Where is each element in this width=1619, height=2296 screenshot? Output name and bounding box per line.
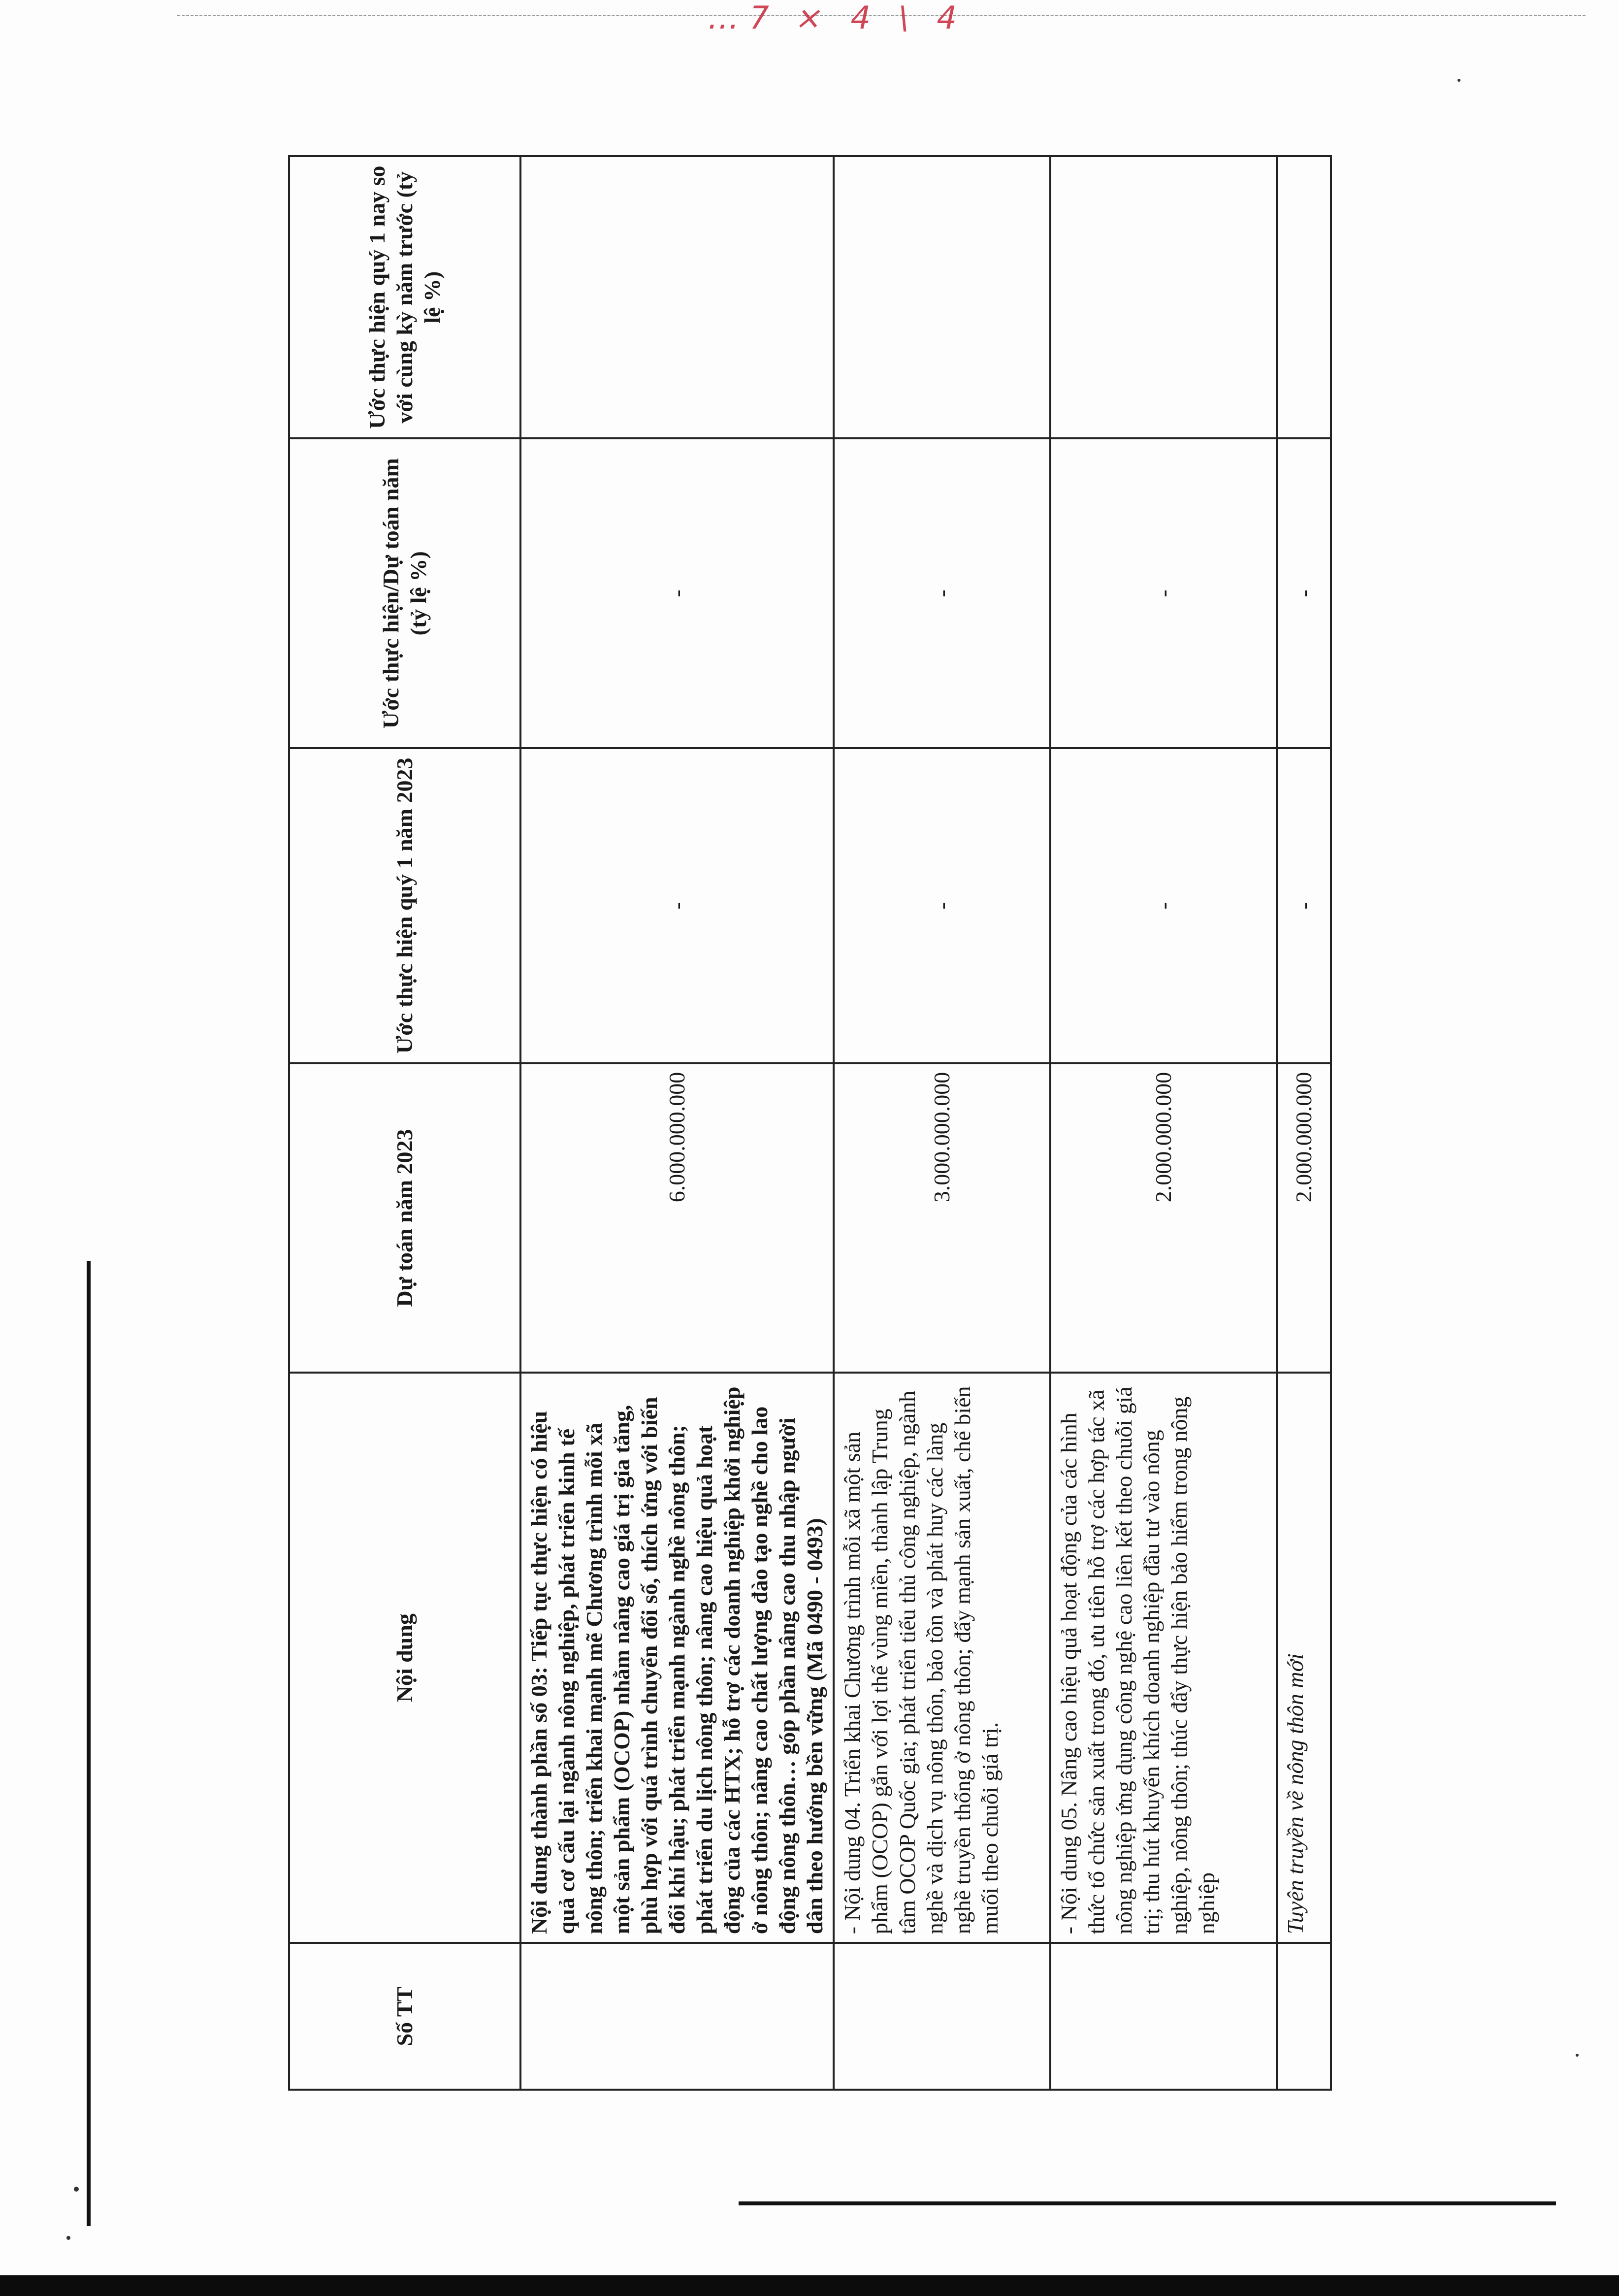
budget-table [288, 155, 1332, 2091]
cell-budget: 2.000.000.000 [1277, 1063, 1331, 1373]
scan-bottom-bar [0, 2275, 1619, 2296]
cell-pct-budget: - [1050, 439, 1277, 749]
cell-q1-estimate: - [520, 748, 834, 1063]
scan-speck [74, 2187, 79, 2192]
scan-speck [1457, 79, 1460, 82]
cell-pct-budget: - [1277, 439, 1331, 749]
table-row [1277, 156, 1331, 2090]
cell-stt [1277, 1943, 1331, 2090]
cell-pct-yoy [1050, 156, 1277, 439]
header-stt: Số TT [289, 1943, 520, 2090]
scan-speck [66, 2236, 70, 2240]
cell-q1-estimate: - [1277, 748, 1331, 1063]
scan-bottom-rule [739, 2201, 1556, 2205]
table-row [520, 156, 834, 2090]
cell-content: - Nội dung 05. Nâng cao hiệu quả hoạt động của các hình thức tổ chức sản xuất trong đó, ưu tiên hỗ trợ các hợp tác xã nông nghiệp ứng dụng công nghệ cao liên kết theo chuỗi giá trị; thu hút khuyến khích doanh nghiệp đầu tư vào nông nghiệp, nông thôn; thúc đẩy thực hiện bảo hiểm trong nông nghiệp [1050, 1373, 1277, 1943]
cell-content: - Nội dung 04. Triển khai Chương trình mỗi xã một sản phẩm (OCOP) gắn với lợi thế vùng miền, thành lập Trung tâm OCOP Quốc gia; phát triển tiểu thủ công nghiệp, ngành nghề và dịch vụ nông thôn, bảo tồn và phát huy các làng nghề truyền thống ở nông thôn; đẩy mạnh sản xuất, chế biến muối theo chuỗi giá trị. [834, 1373, 1050, 1943]
cell-pct-budget: - [834, 439, 1050, 749]
cell-stt [1050, 1943, 1277, 2090]
cell-pct-budget: - [520, 439, 834, 749]
cell-q1-estimate: - [834, 748, 1050, 1063]
scan-speck [1576, 2054, 1579, 2057]
rotated-table-wrapper [288, 155, 1316, 2091]
cell-pct-yoy [520, 156, 834, 439]
header-budget: Dự toán năm 2023 [289, 1063, 520, 1373]
cell-pct-yoy [834, 156, 1050, 439]
header-content: Nội dung [289, 1373, 520, 1943]
cell-budget: 3.000.000.000 [834, 1063, 1050, 1373]
cell-budget: 2.000.000.000 [1050, 1063, 1277, 1373]
table-header-row [289, 156, 520, 2090]
cell-stt [520, 1943, 834, 2090]
table-row [834, 156, 1050, 2090]
cell-pct-yoy [1277, 156, 1331, 439]
cell-content: Tuyên truyền về nông thôn mới [1277, 1373, 1331, 1943]
header-pct-budget: Ước thực hiện/Dự toán năm (tỷ lệ %) [289, 439, 520, 749]
header-q1-estimate: Ước thực hiện quý 1 năm 2023 [289, 748, 520, 1063]
cell-q1-estimate: - [1050, 748, 1277, 1063]
scan-left-rule [87, 1261, 91, 2226]
cell-budget: 6.000.000.000 [520, 1063, 834, 1373]
cell-stt [834, 1943, 1050, 2090]
table-row [1050, 156, 1277, 2090]
header-pct-yoy: Ước thực hiện quý 1 nay so với cùng kỳ năm trước (tỷ lệ %) [289, 156, 520, 439]
handwritten-pen-mark: …7 × 4 \ 4 [704, 0, 970, 36]
cell-content: Nội dung thành phần số 03: Tiếp tục thực hiện có hiệu quả cơ cấu lại ngành nông nghiệp, phát triển kinh tế nông thôn; triển khai mạnh mẽ Chương trình mỗi xã một sản phẩm (OCOP) nhằm nâng cao giá trị gia tăng, phù hợp với quá trình chuyển đổi số, thích ứng với biến đổi khí hậu; phát triển mạnh ngành nghề nông thôn; phát triển du lịch nông thôn; nâng cao hiệu quả hoạt động của các HTX; hỗ trợ các doanh nghiệp khởi nghiệp ở nông thôn; nâng cao chất lượng đào tạo nghề cho lao động nông thôn… góp phần nâng cao thu nhập người dân theo hướng bền vững (Mã 0490 - 0493) [520, 1373, 834, 1943]
